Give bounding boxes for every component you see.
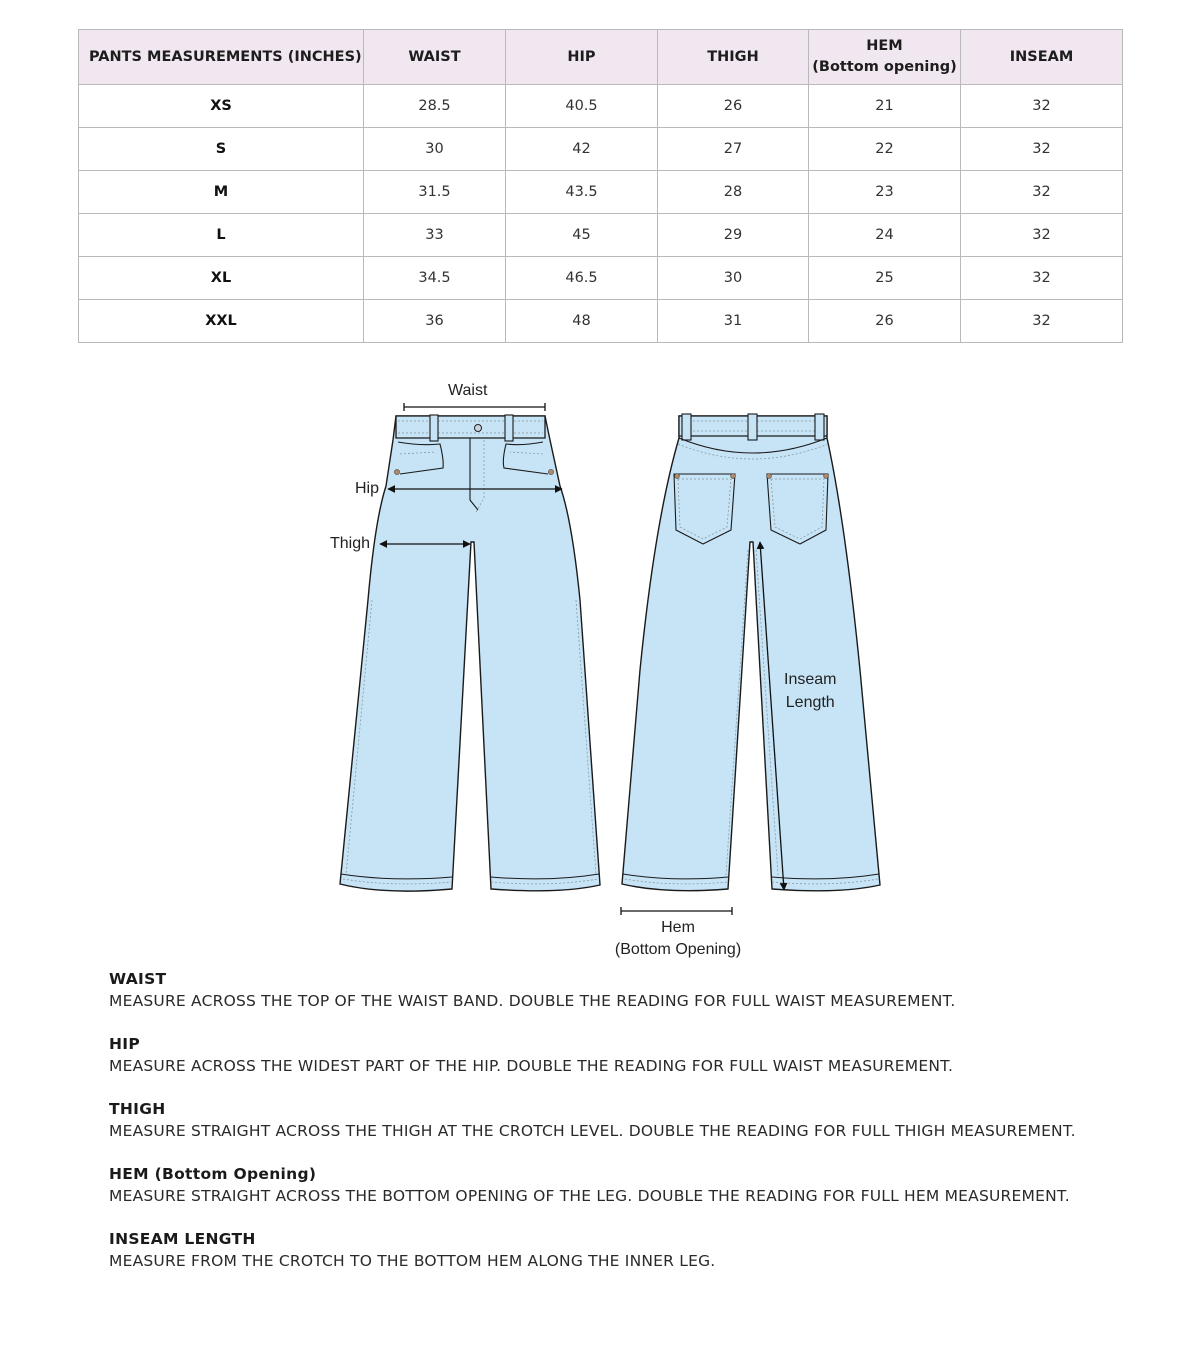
thigh-label: Thigh xyxy=(330,535,371,552)
waist-cell: 36 xyxy=(364,300,506,343)
hem-cell: 25 xyxy=(809,257,961,300)
button-icon xyxy=(475,425,482,432)
hem-measure-line xyxy=(621,907,732,915)
table-row xyxy=(79,257,1123,300)
hip-cell: 48 xyxy=(506,300,658,343)
inseam-label-line1: Inseam xyxy=(784,671,837,688)
waist-cell: 34.5 xyxy=(364,257,506,300)
hem-cell: 24 xyxy=(809,214,961,257)
instruction-thigh xyxy=(109,1099,1169,1142)
hip-cell: 42 xyxy=(506,128,658,171)
pants-back-body xyxy=(622,416,880,891)
size-cell: M xyxy=(79,171,364,214)
size-cell: XS xyxy=(79,85,364,128)
inseam-cell: 32 xyxy=(961,257,1123,300)
measurement-instructions xyxy=(109,969,1169,1294)
size-chart-table xyxy=(78,29,1123,343)
waist-cell: 28.5 xyxy=(364,85,506,128)
instruction-text: MEASURE FROM THE CROTCH TO THE BOTTOM HEM ALONG THE INNER LEG. xyxy=(109,1252,716,1270)
header-hem xyxy=(809,30,961,85)
instruction-title: HIP xyxy=(109,1035,140,1053)
thigh-cell: 26 xyxy=(658,85,809,128)
measurement-diagram xyxy=(0,370,1200,970)
table-header-row xyxy=(79,30,1123,85)
hem-label-line2: (Bottom Opening) xyxy=(614,941,742,958)
size-cell: XXL xyxy=(79,300,364,343)
hem-cell: 26 xyxy=(809,300,961,343)
pants-front-waistband xyxy=(396,416,545,438)
instruction-hem xyxy=(109,1164,1169,1207)
instruction-title: INSEAM LENGTH xyxy=(109,1230,256,1248)
hip-label: Hip xyxy=(355,480,380,497)
hem-label xyxy=(614,917,742,961)
inseam-cell: 32 xyxy=(961,300,1123,343)
instruction-waist xyxy=(109,969,1169,1012)
instruction-title: HEM (Bottom Opening) xyxy=(109,1165,317,1183)
thigh-cell: 31 xyxy=(658,300,809,343)
hip-cell: 43.5 xyxy=(506,171,658,214)
size-cell: XL xyxy=(79,257,364,300)
instruction-hip xyxy=(109,1034,1169,1077)
instruction-inseam xyxy=(109,1229,1169,1272)
hem-cell: 22 xyxy=(809,128,961,171)
instruction-text: MEASURE STRAIGHT ACROSS THE BOTTOM OPENING OF THE LEG. DOUBLE THE READING FOR FULL HEM MEASUREMENT. xyxy=(109,1187,1070,1205)
inseam-label-line2: Length xyxy=(785,694,835,711)
thigh-cell: 30 xyxy=(658,257,809,300)
header-hem-title: HEM xyxy=(866,38,903,54)
size-cell: S xyxy=(79,128,364,171)
instruction-text: MEASURE STRAIGHT ACROSS THE THIGH AT THE CROTCH LEVEL. DOUBLE THE READING FOR FULL THIGH MEASUREMENT. xyxy=(109,1122,1076,1140)
table-row xyxy=(79,171,1123,214)
pants-back-view xyxy=(622,414,880,891)
hem-cell: 21 xyxy=(809,85,961,128)
inseam-cell: 32 xyxy=(961,85,1123,128)
inseam-label xyxy=(784,668,836,714)
instruction-title: THIGH xyxy=(109,1100,166,1118)
instruction-text: MEASURE ACROSS THE WIDEST PART OF THE HIP. DOUBLE THE READING FOR FULL WAIST MEASUREMENT. xyxy=(109,1057,954,1075)
header-inseam: INSEAM xyxy=(961,30,1123,85)
instruction-title: WAIST xyxy=(109,970,167,988)
instruction-text: MEASURE ACROSS THE TOP OF THE WAIST BAND. DOUBLE THE READING FOR FULL WAIST MEASUREMENT. xyxy=(109,992,956,1010)
hip-cell: 40.5 xyxy=(506,85,658,128)
waist-label: Waist xyxy=(448,382,488,399)
header-thigh: THIGH xyxy=(658,30,809,85)
table-row xyxy=(79,128,1123,171)
hip-cell: 46.5 xyxy=(506,257,658,300)
pants-illustration xyxy=(0,370,1200,970)
hem-label-line1: Hem xyxy=(661,919,695,936)
waist-cell: 33 xyxy=(364,214,506,257)
thigh-cell: 27 xyxy=(658,128,809,171)
hip-cell: 45 xyxy=(506,214,658,257)
thigh-cell: 28 xyxy=(658,171,809,214)
inseam-cell: 32 xyxy=(961,128,1123,171)
header-waist: WAIST xyxy=(364,30,506,85)
table-row xyxy=(79,85,1123,128)
header-hip: HIP xyxy=(506,30,658,85)
waist-cell: 30 xyxy=(364,128,506,171)
size-cell: L xyxy=(79,214,364,257)
header-measurements: PANTS MEASUREMENTS (INCHES) xyxy=(79,30,364,85)
waist-measure-line xyxy=(404,403,545,411)
table-row xyxy=(79,300,1123,343)
thigh-cell: 29 xyxy=(658,214,809,257)
hem-cell: 23 xyxy=(809,171,961,214)
waist-cell: 31.5 xyxy=(364,171,506,214)
inseam-cell: 32 xyxy=(961,171,1123,214)
inseam-cell: 32 xyxy=(961,214,1123,257)
table-row xyxy=(79,214,1123,257)
header-hem-subtitle: (Bottom opening) xyxy=(812,59,957,75)
